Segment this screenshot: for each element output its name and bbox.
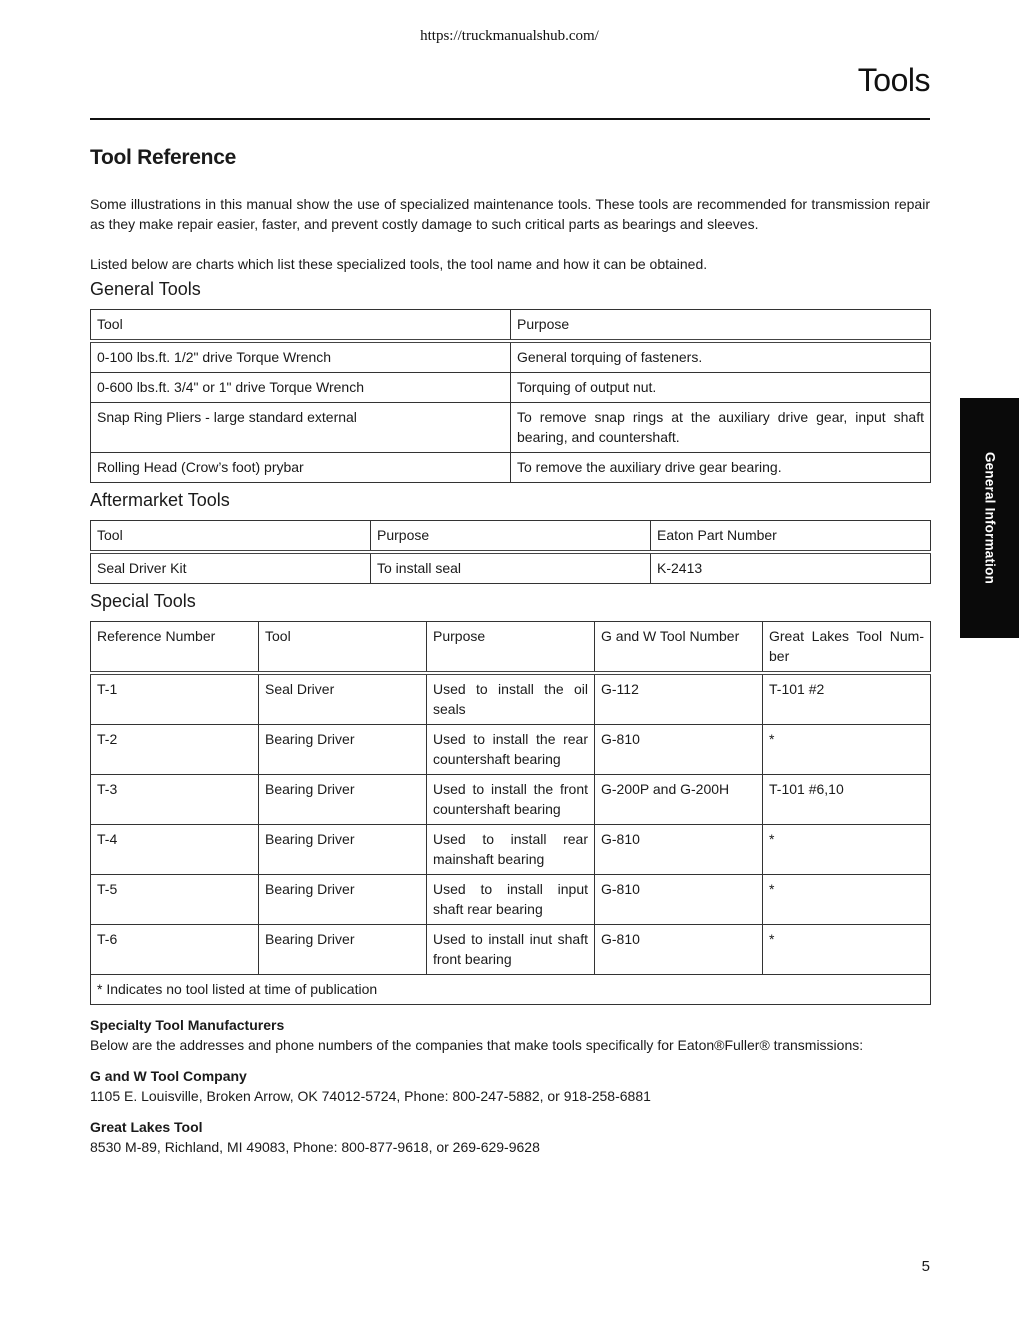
source-url: https://truckmanualshub.com/ (420, 28, 599, 44)
company-block (90, 1066, 930, 1106)
table-cell: * (763, 725, 931, 775)
table-cell: T-101 #2 (763, 673, 931, 725)
table-cell: Used to install input shaft rear bearing (427, 875, 595, 925)
table-cell: K-2413 (651, 552, 931, 584)
table-row (91, 925, 931, 975)
side-tab-general-information (960, 398, 1019, 638)
table-cell: Bearing Driver (259, 775, 427, 825)
table-footnote-row (91, 975, 931, 1005)
manufacturers-heading: Specialty Tool Manufacturers (90, 1017, 285, 1033)
table-row (91, 725, 931, 775)
table-cell: To remove the auxiliary drive gear bearing. (511, 453, 931, 483)
table-cell: * (763, 875, 931, 925)
listed-paragraph: Listed below are charts which list these specialized tools, the tool name and how it can be obtained. (90, 256, 708, 272)
company-name: Great Lakes Tool (90, 1119, 203, 1135)
table-cell: T-4 (91, 825, 259, 875)
table-cell: T-5 (91, 875, 259, 925)
intro-paragraph: Some illustrations in this manual show the use of specialized maintenance tools. These tools are recommended for transmission repair as they make repair easier, faster, and prevent costly damage to such critical parts as bearings and sleeves. (90, 196, 930, 232)
table-cell: Seal Driver (259, 673, 427, 725)
column-header: Purpose (427, 622, 595, 674)
table-row (91, 373, 931, 403)
table-cell: G-810 (595, 875, 763, 925)
main-content (90, 144, 930, 1157)
table-cell: Rolling Head (Crow’s foot) prybar (91, 453, 511, 483)
manufacturers-section (90, 1015, 930, 1157)
general-tools-table (90, 309, 931, 483)
company-address: 8530 M-89, Richland, MI 49083, Phone: 800-877-9618, or 269-629-9628 (90, 1139, 540, 1155)
company-address: 1105 E. Louisville, Broken Arrow, OK 74012-5724, Phone: 800-247-5882, or 918-258-6881 (90, 1088, 651, 1104)
side-tab-label: General Information (982, 451, 997, 585)
table-header-row (91, 521, 931, 553)
table-row (91, 825, 931, 875)
table-cell: Seal Driver Kit (91, 552, 371, 584)
special-tools-heading: Special Tools (90, 591, 196, 611)
table-cell: Used to install inut shaft front bearing (427, 925, 595, 975)
table-cell: G-112 (595, 673, 763, 725)
table-row (91, 875, 931, 925)
table-header-row (91, 310, 931, 342)
page-title: Tools (857, 62, 930, 98)
table-cell: T-3 (91, 775, 259, 825)
column-header: Reference Number (91, 622, 259, 674)
table-cell: To install seal (371, 552, 651, 584)
table-cell: Snap Ring Pliers - large standard external (91, 403, 511, 453)
table-cell: Bearing Driver (259, 875, 427, 925)
table-cell: T-6 (91, 925, 259, 975)
column-header: Great Lakes Tool Num- ber (763, 622, 931, 674)
general-tools-heading: General Tools (90, 279, 201, 299)
table-cell: T-101 #6,10 (763, 775, 931, 825)
column-header: Eaton Part Number (651, 521, 931, 553)
table-cell: G-810 (595, 725, 763, 775)
table-row (91, 403, 931, 453)
table-header-row (91, 622, 931, 674)
table-row (91, 673, 931, 725)
table-row (91, 453, 931, 483)
table-cell: 0-100 lbs.ft. 1/2" drive Torque Wrench (91, 341, 511, 373)
table-cell: Used to install rear mainshaft bearing (427, 825, 595, 875)
table-cell: G-810 (595, 825, 763, 875)
table-row (91, 341, 931, 373)
column-header: Tool (91, 310, 511, 342)
table-cell: 0-600 lbs.ft. 3/4" or 1" drive Torque Wrench (91, 373, 511, 403)
table-cell: T-2 (91, 725, 259, 775)
table-row (91, 552, 931, 584)
page-number: 5 (921, 1258, 930, 1275)
table-cell: Torquing of output nut. (511, 373, 931, 403)
table-cell: To remove snap rings at the auxiliary drive gear, input shaft bearing, and countershaft. (511, 403, 931, 453)
aftermarket-tools-table (90, 520, 931, 584)
table-cell: G-200P and G-200H (595, 775, 763, 825)
table-cell: * (763, 925, 931, 975)
section-heading: Tool Reference (90, 146, 236, 169)
table-cell: General torquing of fasteners. (511, 341, 931, 373)
table-cell: T-1 (91, 673, 259, 725)
column-header: Purpose (371, 521, 651, 553)
company-block (90, 1117, 930, 1157)
table-cell: Bearing Driver (259, 725, 427, 775)
table-cell: G-810 (595, 925, 763, 975)
column-header: G and W Tool Number (595, 622, 763, 674)
special-tools-table (90, 621, 931, 1005)
column-header: Tool (259, 622, 427, 674)
aftermarket-tools-heading: Aftermarket Tools (90, 490, 230, 510)
title-divider (90, 118, 930, 120)
column-header: Purpose (511, 310, 931, 342)
column-header: Tool (91, 521, 371, 553)
table-cell: Used to install the oil seals (427, 673, 595, 725)
table-cell: Used to install the rear countershaft bearing (427, 725, 595, 775)
table-cell: * (763, 825, 931, 875)
table-row (91, 775, 931, 825)
table-cell: Used to install the front countershaft bearing (427, 775, 595, 825)
table-cell: Bearing Driver (259, 925, 427, 975)
table-footnote: * Indicates no tool listed at time of publication (91, 975, 931, 1005)
table-cell: Bearing Driver (259, 825, 427, 875)
manufacturers-intro: Below are the addresses and phone numbers of the companies that make tools specifically for Eaton®Fuller® transmissions: (90, 1037, 864, 1053)
company-name: G and W Tool Company (90, 1068, 247, 1084)
